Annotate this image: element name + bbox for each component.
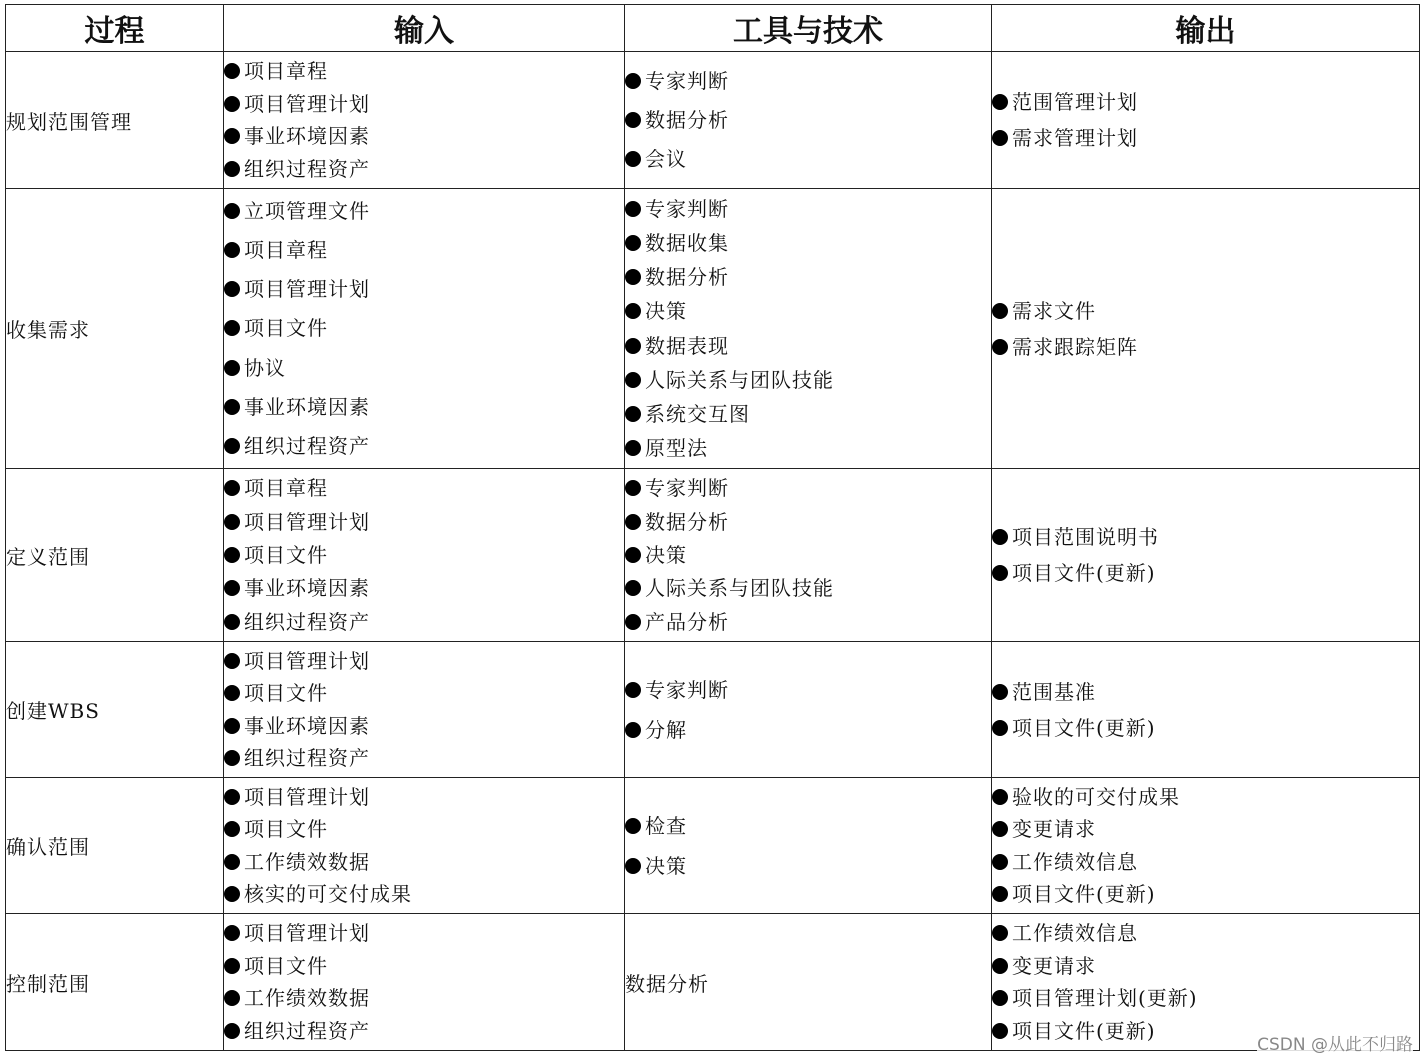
outputs-cell xyxy=(992,52,1420,189)
list-item xyxy=(224,951,624,981)
list-item xyxy=(625,507,991,537)
item-text: 数据分析 xyxy=(645,265,729,290)
item-text: 产品分析 xyxy=(645,609,729,634)
bullet-icon xyxy=(224,438,240,454)
item-text: 系统交互图 xyxy=(645,402,750,427)
list-item xyxy=(625,365,991,395)
process-cell: 确认范围 xyxy=(6,778,224,914)
list-item xyxy=(625,66,991,96)
list-item xyxy=(224,814,624,844)
item-text: 事业环境因素 xyxy=(244,394,370,419)
table-row xyxy=(6,914,1420,1051)
item-text: 项目管理计划 xyxy=(244,920,370,945)
table-row xyxy=(6,778,1420,914)
list-item xyxy=(992,296,1419,326)
table-row xyxy=(6,642,1420,778)
bullet-icon xyxy=(224,821,240,837)
bullet-icon xyxy=(625,73,641,89)
item-text: 项目管理计划 xyxy=(244,509,370,534)
bullet-icon xyxy=(992,1023,1008,1039)
list-item xyxy=(224,154,624,184)
item-list xyxy=(224,472,624,639)
item-text: 变更请求 xyxy=(1012,953,1096,978)
bullet-icon xyxy=(625,338,641,354)
item-text: 项目文件 xyxy=(244,681,328,706)
bullet-icon xyxy=(992,789,1008,805)
item-text: 事业环境因素 xyxy=(244,713,370,738)
list-item xyxy=(625,433,991,463)
item-list xyxy=(224,55,624,186)
outputs-cell xyxy=(992,642,1420,778)
item-list xyxy=(992,84,1419,156)
item-text: 会议 xyxy=(645,147,687,171)
bullet-icon xyxy=(992,925,1008,941)
item-list xyxy=(992,781,1419,911)
list-item xyxy=(625,194,991,224)
item-text: 专家判断 xyxy=(645,476,729,501)
item-text: 决策 xyxy=(645,542,687,567)
list-item xyxy=(625,607,991,637)
list-item xyxy=(992,123,1419,153)
tools-cell xyxy=(625,469,992,642)
list-item xyxy=(224,743,624,773)
list-item xyxy=(992,332,1419,362)
header-process: 过程 xyxy=(6,5,224,52)
bullet-icon xyxy=(992,854,1008,870)
list-item xyxy=(224,573,624,603)
list-item xyxy=(992,558,1419,588)
list-item xyxy=(224,56,624,86)
list-item xyxy=(625,473,991,503)
item-text: 项目管理计划 xyxy=(244,648,370,673)
bullet-icon xyxy=(224,614,240,630)
list-item xyxy=(224,782,624,812)
process-cell: 收集需求 xyxy=(6,189,224,469)
bullet-icon xyxy=(224,320,240,336)
list-item xyxy=(224,473,624,503)
item-text: 项目章程 xyxy=(244,476,328,501)
item-text: 决策 xyxy=(645,853,687,878)
list-item xyxy=(625,851,991,881)
bullet-icon xyxy=(625,722,641,738)
item-text: 专家判断 xyxy=(645,69,729,93)
bullet-icon xyxy=(224,990,240,1006)
bullet-icon xyxy=(992,720,1008,736)
item-text: 项目文件 xyxy=(244,953,328,978)
item-text: 项目文件(更新) xyxy=(1012,715,1156,740)
item-text: 工作绩效信息 xyxy=(1012,849,1138,874)
bullet-icon xyxy=(625,614,641,630)
item-text: 数据收集 xyxy=(645,230,729,255)
item-text: 项目管理计划 xyxy=(244,784,370,809)
bullet-icon xyxy=(992,565,1008,581)
item-text: 项目章程 xyxy=(244,58,328,83)
inputs-cell xyxy=(224,189,625,469)
item-text: 项目章程 xyxy=(244,238,328,263)
process-cell: 创建WBS xyxy=(6,642,224,778)
header-row xyxy=(6,5,1420,52)
list-item xyxy=(625,262,991,292)
item-text: 需求跟踪矩阵 xyxy=(1012,334,1138,359)
bullet-icon xyxy=(224,480,240,496)
inputs-cell xyxy=(224,52,625,189)
list-item xyxy=(224,392,624,422)
scope-management-table xyxy=(5,4,1420,1051)
list-item xyxy=(625,331,991,361)
bullet-icon xyxy=(224,281,240,297)
list-item xyxy=(224,89,624,119)
inputs-cell xyxy=(224,914,625,1051)
list-item xyxy=(992,918,1419,948)
table-row xyxy=(6,189,1420,469)
list-item xyxy=(992,814,1419,844)
item-text: 组织过程资产 xyxy=(244,433,370,458)
item-text: 项目范围说明书 xyxy=(1012,525,1159,549)
tools-cell xyxy=(625,642,992,778)
bullet-icon xyxy=(224,580,240,596)
list-item xyxy=(992,951,1419,981)
bullet-icon xyxy=(625,201,641,217)
item-text: 工作绩效数据 xyxy=(244,849,370,874)
bullet-icon xyxy=(992,339,1008,355)
bullet-icon xyxy=(625,682,641,698)
list-item xyxy=(625,399,991,429)
bullet-icon xyxy=(625,372,641,388)
item-text: 变更请求 xyxy=(1012,817,1096,842)
table-row xyxy=(6,469,1420,642)
item-list xyxy=(625,806,991,886)
bullet-icon xyxy=(625,858,641,874)
process-cell: 定义范围 xyxy=(6,469,224,642)
item-text: 数据表现 xyxy=(645,333,729,358)
item-list xyxy=(224,781,624,911)
item-text: 人际关系与团队技能 xyxy=(645,576,834,601)
bullet-icon xyxy=(625,235,641,251)
list-item xyxy=(625,811,991,841)
outputs-cell xyxy=(992,469,1420,642)
list-item xyxy=(224,711,624,741)
list-item xyxy=(224,431,624,461)
item-text: 项目文件(更新) xyxy=(1012,561,1156,585)
bullet-icon xyxy=(625,440,641,456)
item-text: 分解 xyxy=(645,717,687,742)
item-text: 组织过程资产 xyxy=(244,746,370,771)
list-item xyxy=(992,782,1419,812)
list-item xyxy=(625,105,991,135)
list-item xyxy=(992,87,1419,117)
watermark: CSDN @从此不归路 xyxy=(1257,1030,1413,1055)
item-text: 立项管理文件 xyxy=(244,199,370,224)
item-text: 工作绩效数据 xyxy=(244,986,370,1011)
item-text: 范围管理计划 xyxy=(1012,90,1138,114)
list-item xyxy=(625,715,991,745)
bullet-icon xyxy=(224,1023,240,1039)
list-item xyxy=(224,678,624,708)
list-item xyxy=(224,879,624,909)
list-item xyxy=(625,296,991,326)
item-text: 项目管理计划 xyxy=(244,277,370,302)
bullet-icon xyxy=(224,886,240,902)
bullet-icon xyxy=(625,547,641,563)
item-text: 人际关系与团队技能 xyxy=(645,367,834,392)
list-item xyxy=(224,847,624,877)
bullet-icon xyxy=(992,684,1008,700)
bullet-icon xyxy=(625,269,641,285)
bullet-icon xyxy=(224,750,240,766)
bullet-icon xyxy=(224,547,240,563)
bullet-icon xyxy=(224,96,240,112)
list-item xyxy=(992,879,1419,909)
list-item xyxy=(224,507,624,537)
list-item xyxy=(992,522,1419,552)
bullet-icon xyxy=(224,685,240,701)
list-item xyxy=(224,1016,624,1046)
list-item xyxy=(625,228,991,258)
bullet-icon xyxy=(625,303,641,319)
item-text: 原型法 xyxy=(645,436,708,461)
item-text: 工作绩效信息 xyxy=(1012,920,1138,945)
outputs-cell xyxy=(992,189,1420,469)
bullet-icon xyxy=(224,789,240,805)
item-text: 协议 xyxy=(244,355,286,380)
list-item xyxy=(224,353,624,383)
item-text: 数据分析 xyxy=(645,509,729,534)
item-text: 数据分析 xyxy=(645,108,729,132)
bullet-icon xyxy=(992,821,1008,837)
list-item xyxy=(224,646,624,676)
outputs-cell xyxy=(992,778,1420,914)
list-item xyxy=(992,983,1419,1013)
list-item xyxy=(992,677,1419,707)
item-text: 组织过程资产 xyxy=(244,1019,370,1044)
item-list xyxy=(625,670,991,750)
list-item xyxy=(224,540,624,570)
item-list xyxy=(224,917,624,1048)
item-text: 专家判断 xyxy=(645,196,729,221)
item-text: 检查 xyxy=(645,813,687,838)
tools-cell xyxy=(625,52,992,189)
bullet-icon xyxy=(625,151,641,167)
list-item xyxy=(224,607,624,637)
bullet-icon xyxy=(224,718,240,734)
item-text: 组织过程资产 xyxy=(244,157,370,182)
header-outputs: 输出 xyxy=(992,5,1420,52)
item-list xyxy=(625,472,991,639)
bullet-icon xyxy=(224,854,240,870)
bullet-icon xyxy=(224,925,240,941)
bullet-icon xyxy=(625,480,641,496)
tools-cell xyxy=(625,778,992,914)
header-inputs: 输入 xyxy=(224,5,625,52)
bullet-icon xyxy=(992,958,1008,974)
bullet-icon xyxy=(625,580,641,596)
item-text: 项目管理计划 xyxy=(244,91,370,116)
bullet-icon xyxy=(224,360,240,376)
bullet-icon xyxy=(992,990,1008,1006)
item-text: 项目文件 xyxy=(244,542,328,567)
item-text: 需求管理计划 xyxy=(1012,126,1138,150)
list-item xyxy=(992,847,1419,877)
inputs-cell xyxy=(224,642,625,778)
item-list xyxy=(992,519,1419,591)
bullet-icon xyxy=(625,818,641,834)
item-text: 项目文件 xyxy=(244,817,328,842)
list-item xyxy=(992,713,1419,743)
item-text: 决策 xyxy=(645,299,687,324)
item-text: 项目文件 xyxy=(244,316,328,341)
item-list xyxy=(224,645,624,775)
list-item xyxy=(224,235,624,265)
list-item xyxy=(224,196,624,226)
item-text: 需求文件 xyxy=(1012,298,1096,323)
bullet-icon xyxy=(625,406,641,422)
list-item xyxy=(625,144,991,174)
bullet-icon xyxy=(992,529,1008,545)
bullet-icon xyxy=(224,242,240,258)
process-cell: 规划范围管理 xyxy=(6,52,224,189)
item-list xyxy=(992,293,1419,365)
item-text: 核实的可交付成果 xyxy=(244,882,412,907)
list-item xyxy=(224,121,624,151)
process-cell: 控制范围 xyxy=(6,914,224,1051)
item-text: 项目文件(更新) xyxy=(1012,882,1156,907)
bullet-icon xyxy=(992,94,1008,110)
item-text: 事业环境因素 xyxy=(244,576,370,601)
header-tools: 工具与技术 xyxy=(625,5,992,52)
inputs-cell xyxy=(224,778,625,914)
tools-cell xyxy=(625,189,992,469)
bullet-icon xyxy=(224,653,240,669)
item-text: 验收的可交付成果 xyxy=(1012,784,1180,809)
list-item xyxy=(625,675,991,705)
list-item xyxy=(224,274,624,304)
item-text: 专家判断 xyxy=(645,677,729,702)
bullet-icon xyxy=(224,958,240,974)
bullet-icon xyxy=(224,128,240,144)
bullet-icon xyxy=(224,63,240,79)
item-list xyxy=(625,62,991,179)
list-item xyxy=(625,540,991,570)
bullet-icon xyxy=(625,112,641,128)
item-text: 项目文件(更新) xyxy=(1012,1019,1156,1044)
bullet-icon xyxy=(625,514,641,530)
bullet-icon xyxy=(224,514,240,530)
item-text: 事业环境因素 xyxy=(244,124,370,149)
item-list xyxy=(625,192,991,466)
list-item xyxy=(625,573,991,603)
list-item xyxy=(224,918,624,948)
bullet-icon xyxy=(224,399,240,415)
list-item xyxy=(224,983,624,1013)
bullet-icon xyxy=(224,203,240,219)
bullet-icon xyxy=(224,161,240,177)
bullet-icon xyxy=(992,886,1008,902)
item-list xyxy=(224,192,624,466)
bullet-icon xyxy=(992,303,1008,319)
list-item xyxy=(224,313,624,343)
item-text: 组织过程资产 xyxy=(244,609,370,634)
inputs-cell xyxy=(224,469,625,642)
item-list xyxy=(992,674,1419,746)
item-list xyxy=(992,917,1419,1048)
table-row xyxy=(6,52,1420,189)
item-text: 项目管理计划(更新) xyxy=(1012,986,1198,1011)
tools-cell: 数据分析 xyxy=(625,914,992,1051)
item-text: 范围基准 xyxy=(1012,679,1096,704)
bullet-icon xyxy=(992,130,1008,146)
